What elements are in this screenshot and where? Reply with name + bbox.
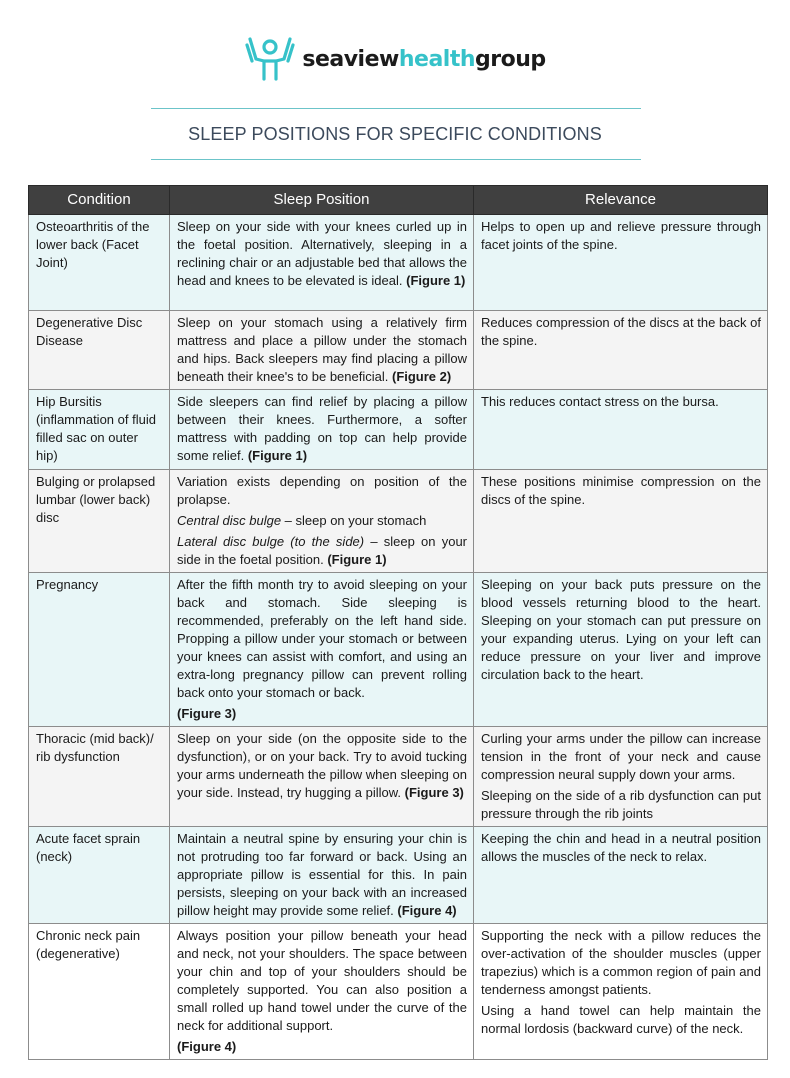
relevance-paragraph: Sleeping on the side of a rib dysfunction can put pressure through the rib joints bbox=[481, 788, 761, 821]
table-header-row bbox=[29, 186, 768, 215]
position-text: Sleep on your side with your knees curled up in the foetal position. Alternatively, sleeping in a reclining chair or an adjustable bed that allows the head and knees to be elevated is ideal. bbox=[177, 219, 467, 288]
sleep-position-cell bbox=[170, 924, 474, 1060]
people-figure-logo-icon bbox=[244, 35, 296, 83]
sleep-position-cell bbox=[170, 311, 474, 390]
position-text: Sleep on your stomach using a relatively firm mattress and place a pillow under the stomach and hips. Back sleepers may find placing a pillow beneath their knee's to be beneficial. bbox=[177, 315, 467, 384]
condition-cell: Bulging or prolapsed lumbar (lower back) disc bbox=[29, 470, 170, 573]
table-row bbox=[29, 390, 768, 470]
figure-ref: (Figure 3) bbox=[404, 785, 464, 800]
relevance-cell: Sleeping on your back puts pressure on the blood vessels returning blood to the heart. Sleeping on your stomach can put pressure on your expanding uterus. Lying on your left can reduce pressure on your liver and improve circulation back to the heart. bbox=[474, 573, 768, 727]
relevance-paragraph: Curling your arms under the pillow can increase tension in the front of your neck and cause compression neural supply down your arms. bbox=[481, 731, 761, 782]
page-title: SLEEP POSITIONS FOR SPECIFIC CONDITIONS bbox=[188, 124, 602, 144]
condition-cell: Hip Bursitis (inflammation of fluid filled sac on outer hip) bbox=[29, 390, 170, 470]
table-row bbox=[29, 311, 768, 390]
relevance-cell: Keeping the chin and head in a neutral position allows the muscles of the neck to relax. bbox=[474, 827, 768, 924]
table-row bbox=[29, 573, 768, 727]
position-text: After the fifth month try to avoid sleeping on your back and stomach. Side sleeping is recommended, preferably on the left hand side. Propping a pillow under your stomach or between your knees can assist with comfort, and using an extra-long pregnancy pillow can prevent rolling back onto your stomach or back. bbox=[177, 577, 467, 700]
brand-name-part-health: health bbox=[398, 46, 476, 72]
condition-cell: Degenerative Disc Disease bbox=[29, 311, 170, 390]
header-sleep-position: Sleep Position bbox=[170, 186, 474, 215]
central-disc-text: – sleep on your stomach bbox=[281, 513, 427, 528]
condition-cell: Acute facet sprain (neck) bbox=[29, 827, 170, 924]
relevance-cell bbox=[474, 924, 768, 1060]
brand-wordmark bbox=[302, 47, 545, 72]
central-disc-label: Central disc bulge bbox=[177, 513, 282, 528]
figure-ref: (Figure 2) bbox=[391, 369, 452, 384]
relevance-cell bbox=[474, 727, 768, 827]
table-row bbox=[29, 727, 768, 827]
conditions-table bbox=[28, 185, 768, 1060]
relevance-cell: Reduces compression of the discs at the back of the spine. bbox=[474, 311, 768, 390]
figure-ref: (Figure 1) bbox=[327, 552, 387, 567]
sleep-position-cell bbox=[170, 727, 474, 827]
figure-ref: (Figure 4) bbox=[177, 1039, 237, 1054]
sleep-position-cell bbox=[170, 215, 474, 311]
central-disc-line bbox=[177, 512, 467, 530]
relevance-paragraph: Supporting the neck with a pillow reduces the over-activation of the shoulder muscles (upper trapezius) which is a common region of pain and tenderness amongst patients. bbox=[481, 928, 761, 997]
relevance-cell: This reduces contact stress on the bursa. bbox=[474, 390, 768, 470]
figure-ref: (Figure 1) bbox=[247, 448, 308, 463]
relevance-cell: These positions minimise compression on the discs of the spine. bbox=[474, 470, 768, 573]
condition-cell: Chronic neck pain (degenerative) bbox=[29, 924, 170, 1060]
table-row bbox=[29, 470, 768, 573]
brand-name-part-group: group bbox=[475, 46, 546, 72]
lateral-disc-text: – sleep on your side in the foetal position. bbox=[177, 534, 467, 567]
sleep-position-cell bbox=[170, 573, 474, 727]
header-relevance: Relevance bbox=[474, 186, 768, 215]
condition-cell: Thoracic (mid back)/ rib dysfunction bbox=[29, 727, 170, 827]
sleep-position-cell bbox=[170, 390, 474, 470]
figure-ref: (Figure 3) bbox=[177, 706, 237, 721]
sleep-position-cell bbox=[170, 470, 474, 573]
position-text: Side sleepers can find relief by placing a pillow between their knees. Furthermore, a softer mattress with padding on top can help provide some relief. bbox=[177, 394, 467, 463]
brand-logo bbox=[0, 34, 790, 84]
title-bottom-divider bbox=[151, 159, 641, 160]
position-text: Always position your pillow beneath your head and neck, not your shoulders. The space between your chin and top of your shoulders should be completely supported. You can also position a small rolled up hand towel under the curve of the neck for additional support. bbox=[177, 928, 467, 1033]
header-condition: Condition bbox=[29, 186, 170, 215]
table-row bbox=[29, 827, 768, 924]
position-text: Sleep on your side (on the opposite side to the dysfunction), or on your back. Try to avoid tucking your arms underneath the pillow when sleeping on your side. Instead, try hugging a pillow. bbox=[177, 731, 467, 800]
position-text: Variation exists depending on position of the prolapse. bbox=[177, 474, 467, 507]
lateral-disc-line bbox=[177, 533, 467, 569]
position-text: Maintain a neutral spine by ensuring your chin is not protruding too far forward or back. Using an appropriate pillow is essential for this. In pain persists, sleeping on your back with an increased pillow height may provide some relief. bbox=[177, 831, 467, 918]
table-row bbox=[29, 215, 768, 311]
condition-cell: Pregnancy bbox=[29, 573, 170, 727]
relevance-cell: Helps to open up and relieve pressure through facet joints of the spine. bbox=[474, 215, 768, 311]
title-top-divider bbox=[151, 108, 641, 109]
condition-cell: Osteoarthritis of the lower back (Facet Joint) bbox=[29, 215, 170, 311]
relevance-paragraph: Using a hand towel can help maintain the normal lordosis (backward curve) of the neck. bbox=[481, 1003, 761, 1036]
lateral-disc-label: Lateral disc bulge (to the side) bbox=[177, 534, 365, 549]
brand-name-part-seaview: seaview bbox=[302, 46, 399, 72]
table-row bbox=[29, 924, 768, 1060]
figure-ref: (Figure 1) bbox=[406, 273, 466, 288]
sleep-position-cell bbox=[170, 827, 474, 924]
figure-ref: (Figure 4) bbox=[397, 903, 457, 918]
